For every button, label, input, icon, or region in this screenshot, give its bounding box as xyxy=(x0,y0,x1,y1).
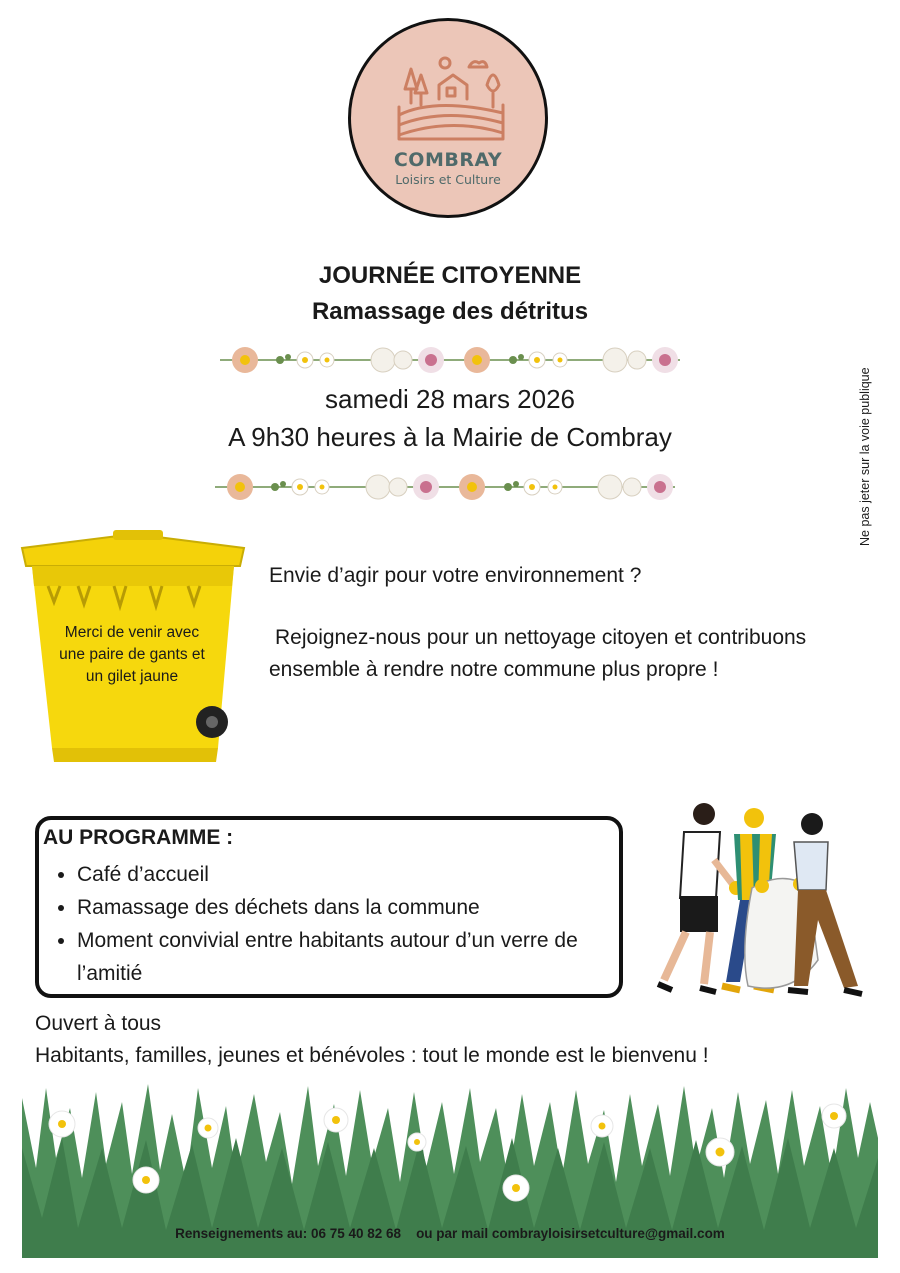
list-item: • Café d’accueil xyxy=(77,858,617,891)
page-subtitle: Ramassage des détritus xyxy=(311,298,589,325)
logo-name: COMBRAY xyxy=(393,149,503,171)
open-line-2: Habitants, familles, jeunes et bénévoles : tout le monde est le bienvenu ! xyxy=(35,1044,709,1067)
volunteers-illustration xyxy=(622,800,870,1000)
logo xyxy=(348,18,548,218)
flower-garland-bottom xyxy=(210,470,680,504)
intro-body: Rejoignez-nous pour un nettoyage citoyen et contribuons ensemble à rendre notre commune plus propre ! xyxy=(269,626,807,681)
side-note: Ne pas jeter sur la voie publique xyxy=(858,367,872,546)
logo-subtitle: Loisirs et Culture xyxy=(395,172,501,187)
open-line-1: Ouvert à tous xyxy=(35,1012,162,1035)
contact-email: ou par mail combrayloisirsetculture@gmail.com xyxy=(416,1226,725,1241)
village-landscape-icon xyxy=(395,55,507,141)
bin-message: Merci de venir avec une paire de gants et un gilet jaune xyxy=(59,624,205,685)
event-date: samedi 28 mars 2026 xyxy=(324,384,576,414)
programme-list xyxy=(39,858,617,990)
flower-garland-top xyxy=(215,343,685,377)
list-item: • Moment convivial entre habitants autour d’un verre de l’amitié xyxy=(77,924,617,990)
intro-question: Envie d’agir pour votre environnement ? xyxy=(269,564,642,587)
contact-line xyxy=(0,1226,900,1241)
programme-title: AU PROGRAMME : xyxy=(43,826,234,849)
programme-box xyxy=(35,816,623,998)
event-place: A 9h30 heures à la Mairie de Combray xyxy=(228,422,672,452)
list-item: • Ramassage des déchets dans la commune xyxy=(77,891,617,924)
contact-phone: Renseignements au: 06 75 40 82 68 xyxy=(175,1226,402,1241)
page-title: JOURNÉE CITOYENNE xyxy=(318,262,582,289)
